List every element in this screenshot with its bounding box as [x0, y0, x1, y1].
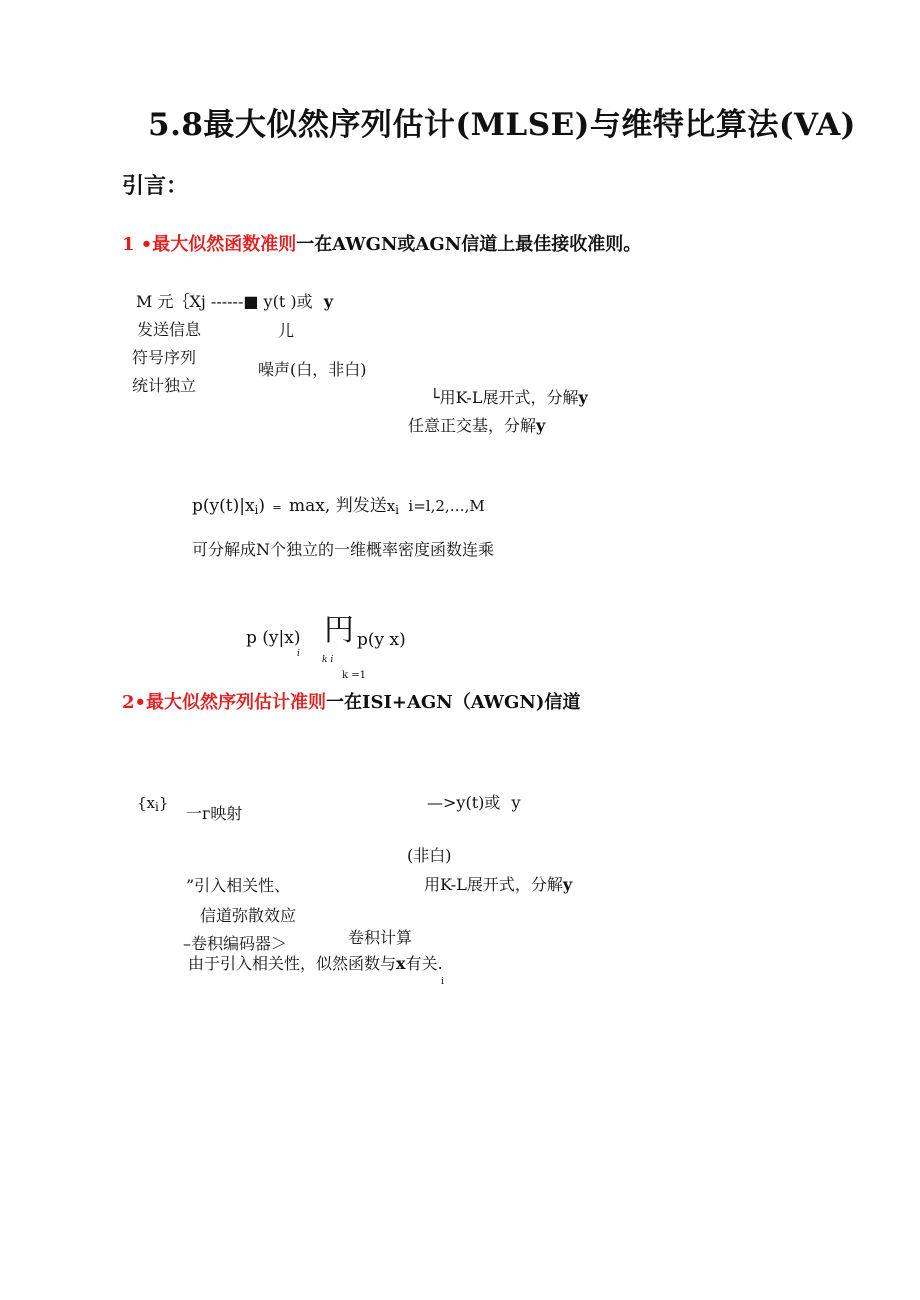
- diagram2-conclusion-x: x: [396, 954, 406, 973]
- diagram1-source-text: M 元｛Xj ------■ y(t )或: [136, 292, 313, 311]
- diagram2-xi-sub: i: [155, 800, 159, 814]
- diagram2-xi-close: }: [158, 794, 169, 812]
- diagram2-conclusion-sub: i: [441, 977, 444, 987]
- section2-number: 2•: [122, 692, 147, 713]
- diagram2-nonwhite-label: (非白): [407, 846, 452, 865]
- diagram1-ortho-label: 任意正交基，分解: [408, 416, 537, 435]
- formula1-x: x: [386, 497, 396, 515]
- formula1-left: p(y(t)|x: [192, 496, 255, 516]
- formula1-range: i=l,2,…,M: [408, 497, 485, 515]
- formula2-lhs-sub: i: [297, 649, 300, 659]
- formula1-x-sub: i: [395, 503, 400, 517]
- page-title: 5.8最大似然序列估计(MLSE)与维特比算法(VA): [148, 107, 856, 143]
- formula1: [192, 498, 485, 516]
- intro-heading: 引言：: [122, 173, 189, 199]
- formula2-lhs: p (y|x): [246, 628, 301, 648]
- formula2-product-symbol: 円: [324, 613, 354, 648]
- diagram2-output-text: —>y(t)或: [427, 793, 501, 812]
- section1-number: 1 •: [122, 234, 153, 255]
- diagram1-kl-label: └用K-L展开式，分解: [430, 388, 579, 407]
- section2-heading: [122, 694, 580, 712]
- diagram2-conclusion: [188, 956, 443, 972]
- section2-rest: 一在ISI+AGN（AWGN)信道: [326, 692, 581, 713]
- formula2-prod-sub: k i: [322, 655, 334, 665]
- diagram2-channel-disp: 信道弥散效应: [200, 906, 297, 925]
- diagram1-stat-indep-label: 统计独立: [132, 376, 197, 395]
- formula1-rest: max, 判发送: [289, 496, 387, 516]
- section1-rest: 一在AWGN或AGN信道上最佳接收准则。: [296, 234, 642, 255]
- diagram1-er-glyph: 儿: [278, 321, 295, 340]
- diagram1-line1: [136, 294, 333, 310]
- diagram1-ortho-text: [408, 418, 545, 434]
- formula1-sub-i: i: [254, 503, 259, 517]
- diagram2-xi: [137, 796, 168, 813]
- diagram2-conclusion-pre: 由于引入相关性，似然函数与: [188, 954, 397, 973]
- diagram2-introduce-corr: ”引入相关性、: [186, 876, 291, 895]
- formula1-close: ): [258, 496, 266, 516]
- section2-title: 最大似然序列估计准则: [146, 692, 327, 713]
- diagram2-conv-encoder: –卷积编码器＞: [183, 934, 288, 953]
- diagram1-kl-y: y: [578, 388, 588, 407]
- diagram2-kl-label: 用K-L展开式，分解: [424, 875, 563, 894]
- formula2-prod-lower: k =1: [342, 670, 366, 681]
- section1-title: 最大似然函数准则: [152, 234, 297, 255]
- formula2-rhs: p(y x): [357, 630, 406, 650]
- diagram1-noise-label: 噪声(白，非白): [258, 360, 367, 379]
- diagram2-output-y: y: [511, 793, 521, 812]
- diagram2-conv-calc: 卷积计算: [348, 928, 413, 947]
- decompose-text: 可分解成N个独立的一维概率密度函数连乘: [192, 540, 495, 559]
- diagram2-xi-open: {x: [137, 794, 156, 812]
- diagram2-output: [427, 795, 521, 811]
- diagram2-mapping-label: 一ᴦ映射: [186, 804, 243, 823]
- diagram1-output-y: y: [323, 292, 333, 311]
- diagram2-conclusion-post: 有关.: [405, 954, 443, 973]
- diagram2-kl-y: y: [562, 875, 573, 894]
- diagram2-kl-text: [424, 877, 572, 893]
- diagram1-symbol-seq-label: 符号序列: [132, 348, 197, 367]
- section1-heading: [122, 236, 641, 254]
- diagram1-ortho-y: y: [536, 416, 546, 435]
- diagram1-kl-text: [430, 390, 588, 406]
- formula1-eq: =: [272, 501, 282, 514]
- diagram1-sender-label: 发送信息: [137, 320, 202, 339]
